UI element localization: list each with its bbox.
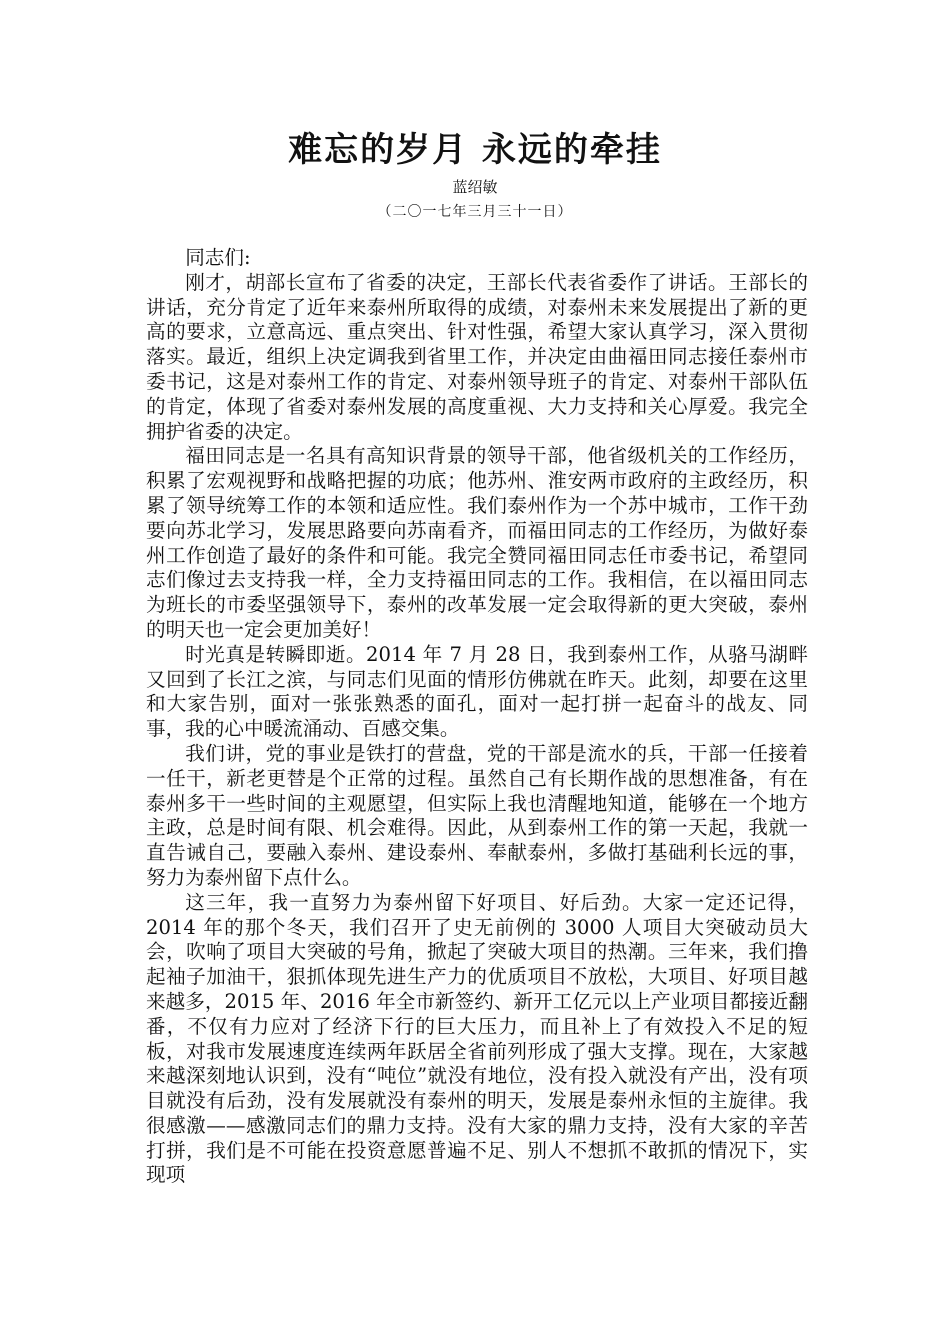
salutation: 同志们:	[185, 246, 251, 269]
speech-date: （二〇一七年三月三十一日）	[377, 204, 573, 220]
body-paragraph: 时光真是转瞬即逝。2014 年 7 月 28 日，我到泰州工作，从骆马湖畔又回到了长江之滨，与同志们见面的情形仿佛就在昨天。此刻，却要在这里和大家告别，面对一张张熟悉的面孔，面对一起打拼一起奋斗的战友、同事，我的心中暖流涌动、百感交集。	[146, 642, 808, 741]
document-body	[146, 246, 808, 1188]
body-paragraph: 刚才，胡部长宣布了省委的决定，王部长代表省委作了讲话。王部长的讲话，充分肯定了近年来泰州所取得的成绩，对泰州未来发展提出了新的更高的要求，立意高远、重点突出、针对性强，希望大家认真学习，深入贯彻落实。最近，组织上决定调我到省里工作，并决定由曲福田同志接任泰州市委书记，这是对泰州工作的肯定、对泰州领导班子的肯定、对泰州干部队伍的肯定，体现了省委对泰州发展的高度重视、大力支持和关心厚爱。我完全拥护省委的决定。	[146, 270, 808, 443]
author-name: 蓝绍敏	[452, 178, 498, 196]
document-title: 难忘的岁月 永远的牵挂	[288, 130, 662, 170]
body-paragraph: 福田同志是一名具有高知识背景的领导干部，他省级机关的工作经历，积累了宏观视野和战略把握的功底；他苏州、淮安两市政府的主政经历，积累了领导统筹工作的本领和适应性。我们泰州作为一个苏中城市，工作干劲要向苏北学习，发展思路要向苏南看齐，而福田同志的工作经历，为做好泰州工作创造了最好的条件和可能。我完全赞同福田同志任市委书记，希望同志们像过去支持我一样，全力支持福田同志的工作。我相信，在以福田同志为班长的市委坚强领导下，泰州的改革发展一定会取得新的更大突破，泰州的明天也一定会更加美好！	[146, 444, 808, 641]
body-paragraph: 这三年，我一直努力为泰州留下好项目、好后劲。大家一定还记得，2014 年的那个冬天，我们召开了史无前例的 3000 人项目大突破动员大会，吹响了项目大突破的号角，掀起了突破大项目的热潮。三年来，我们撸起袖子加油干，狠抓体现先进生产力的优质项目不放松，大项目、好项目越来越多，2015 年、2016 年全市新签约、新开工亿元以上产业项目都接近翻番，不仅有力应对了经济下行的巨大压力，而且补上了有效投入不足的短板，对我市发展速度连续两年跃居全省前列形成了强大支撑。现在，大家越来越深刻地认识到，没有“吨位”就没有地位，没有投入就没有产出，没有项目就没有后劲，没有发展就没有泰州的明天，发展是泰州永恒的主旋律。我很感激——感激同志们的鼎力支持。没有大家的鼎力支持，没有大家的辛苦打拼，我们是不可能在投资意愿普遍不足、别人不想抓不敢抓的情况下，实现项	[146, 890, 808, 1187]
body-paragraph: 我们讲，党的事业是铁打的营盘，党的干部是流水的兵，干部一任接着一任干，新老更替是个正常的过程。虽然自己有长期作战的思想准备，有在泰州多干一些时间的主观愿望，但实际上我也清醒地知道，能够在一个地方主政，总是时间有限、机会难得。因此，从到泰州工作的第一天起，我就一直告诫自己，要融入泰州、建设泰州、奉献泰州，多做打基础利长远的事，努力为泰州留下点什么。	[146, 741, 808, 889]
